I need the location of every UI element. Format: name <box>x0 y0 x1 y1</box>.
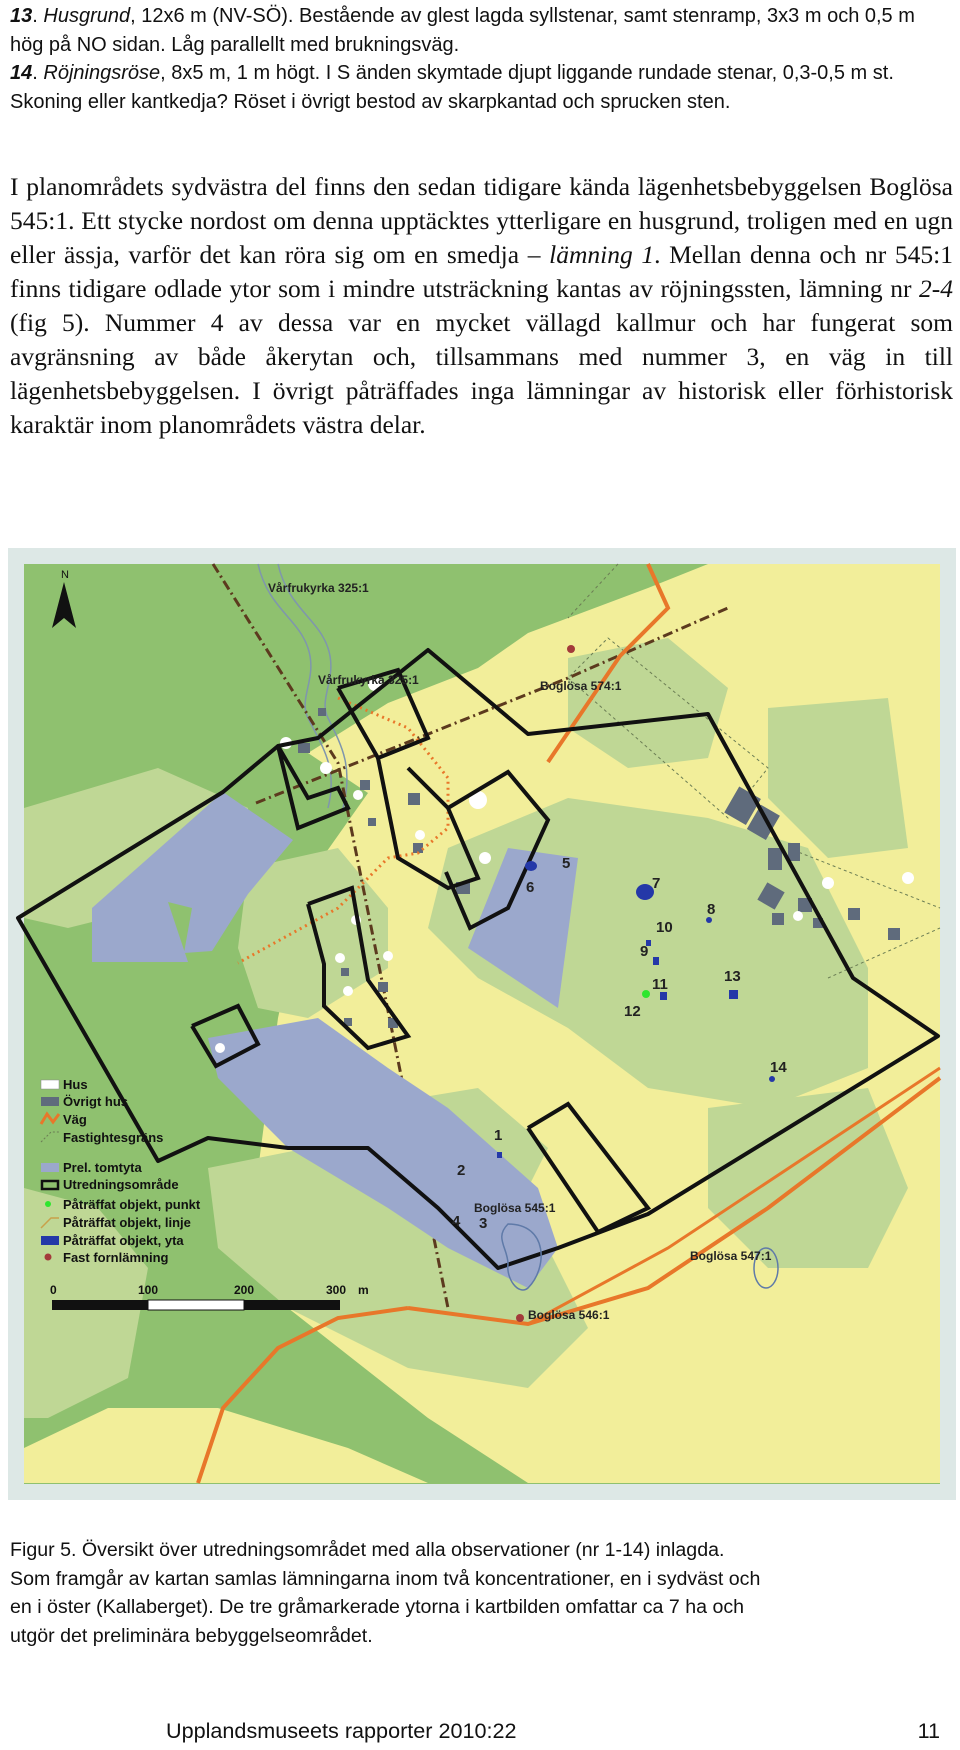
legend-label: Påträffat objekt, linje <box>63 1215 191 1230</box>
place-label: Vårfrukyrka 325:1 <box>318 673 419 687</box>
item-number: 13 <box>10 5 33 27</box>
object-number: 5 <box>562 855 571 872</box>
paragraph-text: (fig 5). Nummer 4 av dessa var en mycket vällagd kallmur och har fungerat som avgränsning av både åkerytan och, tillsammans med nummer 3, en väg in till lägenhetsbebyggelsen. I övrigt påträffades inga lämningar av historisk eller förhistorisk karaktär inom planområdets västra delar. <box>10 308 953 439</box>
body-paragraph <box>10 170 953 442</box>
caption-line: utgör det preliminära bebyggelseområdet. <box>10 1624 373 1647</box>
north-label: N <box>61 569 69 581</box>
place-label: Boglösa 545:1 <box>474 1201 556 1215</box>
object-number: 11 <box>652 976 668 993</box>
figure-caption <box>10 1536 950 1650</box>
caption-line: Som framgår av kartan samlas lämningarna inom två koncentrationer, en i sydväst och <box>10 1567 761 1590</box>
item-number: 14 <box>10 62 33 84</box>
legend-swatch-plot <box>41 1163 59 1172</box>
object-number: 14 <box>770 1059 787 1076</box>
legend-label: Utredningsområde <box>63 1177 179 1192</box>
legend-label: Fast fornlämning <box>63 1250 169 1265</box>
legend-swatch-relic <box>45 1254 52 1261</box>
place-label: Vårfrukyrka 325:1 <box>268 581 369 595</box>
legend-swatch-point <box>45 1201 51 1207</box>
map <box>8 548 956 1500</box>
legend-label: Hus <box>63 1077 88 1092</box>
legend-swatch-other-house <box>41 1097 59 1106</box>
place-label: Boglösa 547:1 <box>690 1249 772 1263</box>
list-item: 14. Röjningsröse, 8x5 m, 1 m högt. I S änden skymtade djupt liggande rundade stenar, 0,3-0,5 m st. Skoning eller kantkedja? Röset i övrigt bestod av skarpkantad och sprucken sten. <box>10 62 894 113</box>
scale-tick: 200 <box>234 1283 255 1297</box>
footer-series: Upplandsmuseets rapporter 2010:22 <box>166 1718 517 1743</box>
legend-swatch-house <box>41 1080 59 1089</box>
list-item: 13. Husgrund, 12x6 m (NV-SÖ). Bestående av glest lagda syllstenar, samt stenramp, 3x3 m och 0,5 m hög på NO sidan. Låg parallellt med brukningsväg. <box>10 5 915 56</box>
legend-label: Påträffat objekt, punkt <box>63 1197 201 1212</box>
scale-tick: 300 <box>326 1283 347 1297</box>
legend-label: Väg <box>63 1112 87 1127</box>
object-number: 13 <box>724 968 741 985</box>
map-figure <box>8 548 956 1500</box>
item-text: , 8x5 m, 1 m högt. I S änden skymtade djupt liggande rundade stenar, 0,3-0,5 m st. Skoning eller kantkedja? Röset i övrigt bestod av skarpkantad och sprucken sten. <box>10 62 894 113</box>
scale-tick: 0 <box>50 1283 57 1297</box>
legend-label: Påträffat objekt, yta <box>63 1233 184 1248</box>
paragraph-italic: lämning 1 <box>549 240 655 269</box>
legend-label: Prel. tomtyta <box>63 1160 142 1175</box>
object-point <box>642 990 650 998</box>
legend-swatch-area <box>41 1236 59 1245</box>
remains-list <box>10 2 940 116</box>
object-number: 10 <box>656 919 673 936</box>
object-number: 1 <box>494 1127 503 1144</box>
object-number: 4 <box>452 1213 461 1230</box>
object-number: 8 <box>707 901 716 918</box>
object-number: 12 <box>624 1003 641 1020</box>
scale-unit: m <box>358 1283 369 1297</box>
object-number: 2 <box>457 1162 466 1179</box>
paragraph-italic: 2-4 <box>919 274 953 303</box>
object-number: 9 <box>640 943 649 960</box>
paragraph-text: . Mellan denna och nr 545:1 finns tidigare odlade ytor som i mindre utsträckning kantas av röjningssten, lämning nr <box>10 240 953 303</box>
place-label: Boglösa 546:1 <box>528 1308 610 1322</box>
place-label: Boglösa 574:1 <box>540 679 622 693</box>
paragraph-text: I planområdets sydvästra del finns den sedan tidigare kända lägenhetsbebyggelsen Boglösa 545:1. Ett stycke nordost om denna upptäcktes ytterligare en husgrund, troligen med en ugn eller ässja, varför det kan röra sig om en smedja – <box>10 172 953 269</box>
scale-tick: 100 <box>138 1283 159 1297</box>
legend-label: Fastightesgräns <box>63 1130 164 1145</box>
object-number: 7 <box>652 875 661 892</box>
caption-line: Figur 5. Översikt över utredningsområdet med alla observationer (nr 1-14) inlagda. <box>10 1539 725 1561</box>
item-text: , 12x6 m (NV-SÖ). Bestående av glest lagda syllstenar, samt stenramp, 3x3 m och 0,5 m hög på NO sidan. Låg parallellt med brukningsväg. <box>10 5 915 56</box>
page-number: 11 <box>917 1718 940 1743</box>
object-number: 3 <box>479 1215 488 1232</box>
caption-line: en i öster (Kallaberget). De tre gråmarkerade ytorna i kartbilden omfattar ca 7 ha och <box>10 1596 745 1618</box>
item-title: Röjningsröse <box>43 62 161 84</box>
item-title: Husgrund <box>43 5 131 27</box>
object-number: 6 <box>526 879 535 896</box>
legend-label: Övrigt hus <box>63 1094 129 1109</box>
